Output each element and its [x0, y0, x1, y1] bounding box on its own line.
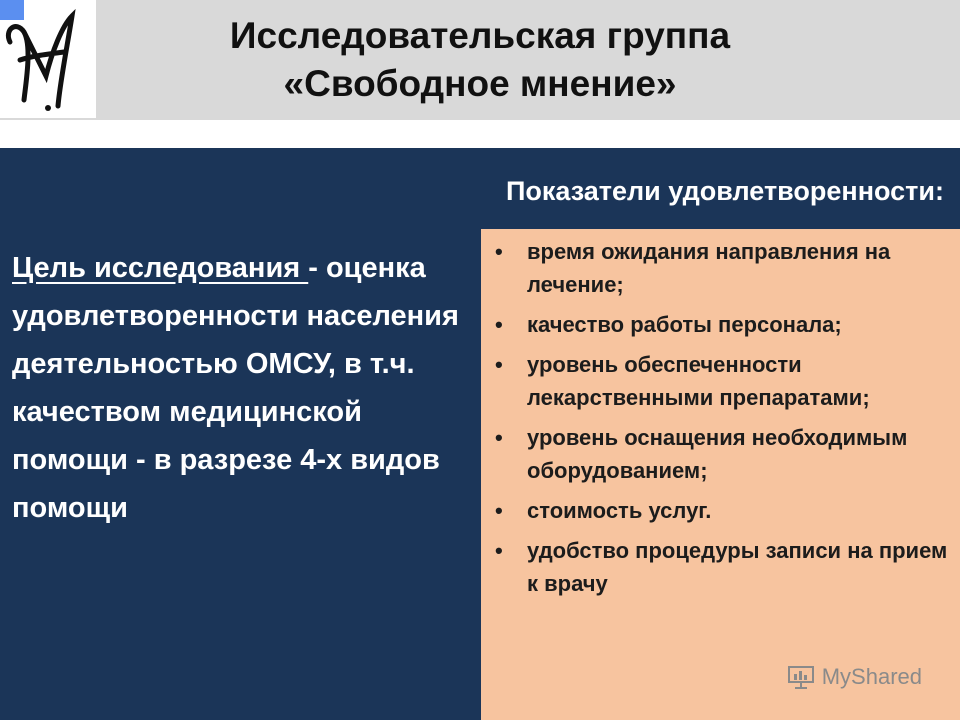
- logo: [0, 0, 96, 118]
- list-item: • уровень оснащения необходимым оборудованием;: [495, 421, 950, 487]
- watermark-text: MyShared: [821, 664, 922, 689]
- script-m-logo-icon: [2, 2, 94, 116]
- title-line-2: «Свободное мнение»: [283, 63, 677, 104]
- list-item: • уровень обеспеченности лекарственными препаратами;: [495, 348, 950, 414]
- goal-label: Цель исследования: [12, 252, 309, 284]
- criteria-heading: Показатели удовлетворенности:: [505, 176, 944, 206]
- list-item: • качество работы персонала;: [495, 308, 950, 341]
- list-item: • стоимость услуг.: [495, 494, 950, 527]
- header-bar: [0, 0, 960, 120]
- list-item: • время ожидания направления на лечение;: [495, 235, 950, 301]
- page-title: [110, 12, 850, 108]
- goal-text: - оценка удовлетворенности населения деятельностью ОМСУ, в т.ч. качеством медицинской помощи - в разрезе 4-х видов помощи: [12, 252, 459, 524]
- criteria-list-box: [481, 229, 960, 720]
- presentation-board-icon: [786, 664, 816, 690]
- list-item: • удобство процедуры записи на прием к врачу: [495, 534, 950, 600]
- watermark: [786, 664, 922, 690]
- title-line-1: Исследовательская группа: [229, 15, 731, 56]
- separator: [0, 120, 960, 148]
- research-goal: [12, 244, 477, 532]
- criteria-list: [481, 229, 960, 600]
